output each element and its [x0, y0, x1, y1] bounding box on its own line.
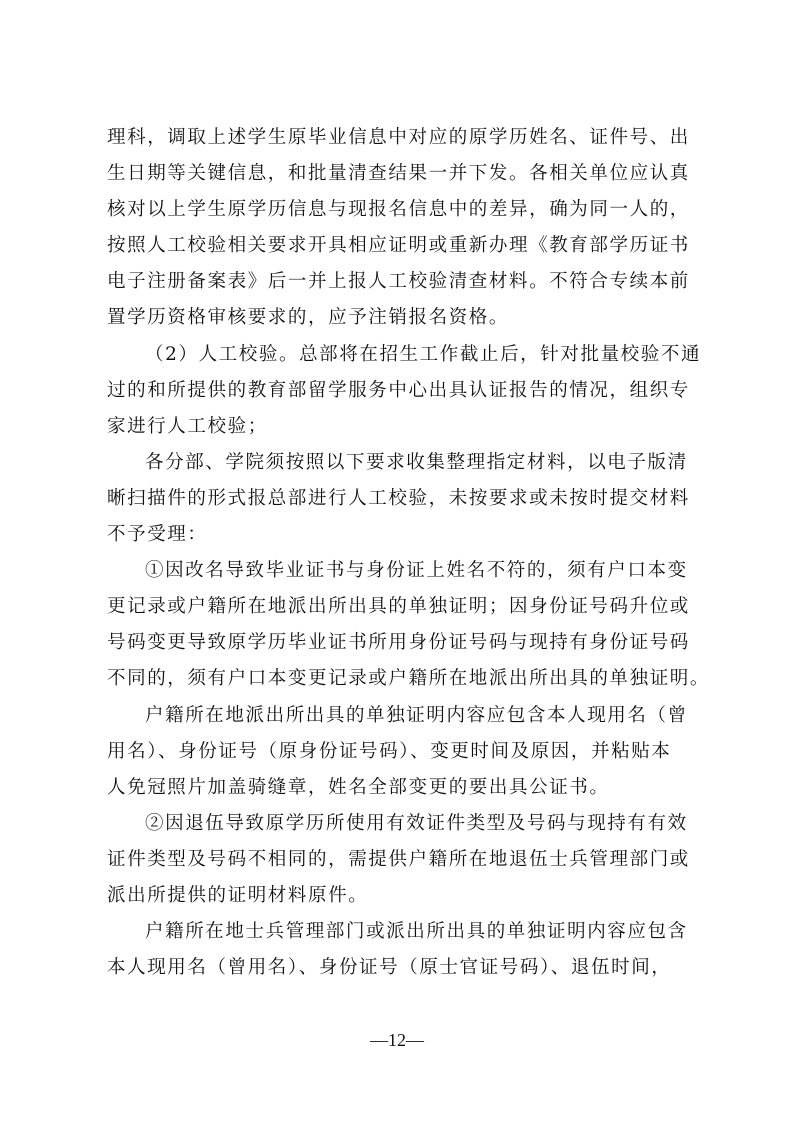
- text-line: 置学历资格审核要求的，应予注销报名资格。: [107, 307, 510, 329]
- text-line: 各分部、学院须按照以下要求收集整理指定材料，以电子版清: [145, 451, 688, 473]
- text-line: 过的和所提供的教育部留学服务中心出具认证报告的情况，组织专: [107, 379, 690, 401]
- text-line: 理科，调取上述学生原毕业信息中对应的原学历姓名、证件号、出: [107, 127, 690, 148]
- text-line: （2）人工校验。总部将在招生工作截止后，针对批量校验不通: [145, 343, 702, 365]
- text-line: 不同的，须有户口本变更记录或户籍所在地派出所出具的单独证明。: [107, 668, 711, 690]
- text-line: 电子注册备案表》后一并上报人工校验清查材料。不符合专续本前: [107, 271, 690, 293]
- body-text: [107, 120, 711, 986]
- text-line: ②因退伍导致原学历所使用有效证件类型及号码与现持有有效: [145, 812, 688, 834]
- text-line: 不予受理：: [107, 524, 208, 546]
- text-line: 家进行人工校验；: [107, 415, 268, 437]
- text-line: 本人现用名（曾用名）、身份证号（原士官证号码）、退伍时间，: [107, 957, 672, 979]
- text-line: 号码变更导致原学历毕业证书所用身份证号码与现持有身份证号码: [107, 632, 690, 654]
- text-line: ①因改名导致毕业证书与身份证上姓名不符的，须有户口本变: [145, 560, 688, 582]
- text-line: 更记录或户籍所在地派出所出具的单独证明；因身份证号码升位或: [107, 596, 690, 618]
- text-line: 证件类型及号码不相同的，需提供户籍所在地退伍士兵管理部门或: [107, 848, 690, 870]
- text-line: 派出所提供的证明材料原件。: [107, 884, 369, 906]
- text-line: 核对以上学生原学历信息与现报名信息中的差异，确为同一人的，: [107, 199, 690, 221]
- text-line: 用名）、身份证号（原身份证号码）、变更时间及原因，并粘贴本: [107, 740, 672, 762]
- text-line: 户籍所在地派出所出具的单独证明内容应包含本人现用名（曾: [145, 704, 688, 726]
- text-line: 晰扫描件的形式报总部进行人工校验，未按要求或未按时提交材料: [107, 487, 690, 509]
- page-number: —12—: [370, 1030, 424, 1050]
- text-line: 按照人工校验相关要求开具相应证明或重新办理《教育部学历证书: [107, 235, 690, 257]
- text-line: 生日期等关键信息，和批量清查结果一并下发。各相关单位应认真: [107, 163, 690, 185]
- text-line: 人免冠照片加盖骑缝章，姓名全部变更的要出具公证书。: [107, 776, 610, 798]
- text-line: 户籍所在地士兵管理部门或派出所出具的单独证明内容应包含: [145, 921, 688, 943]
